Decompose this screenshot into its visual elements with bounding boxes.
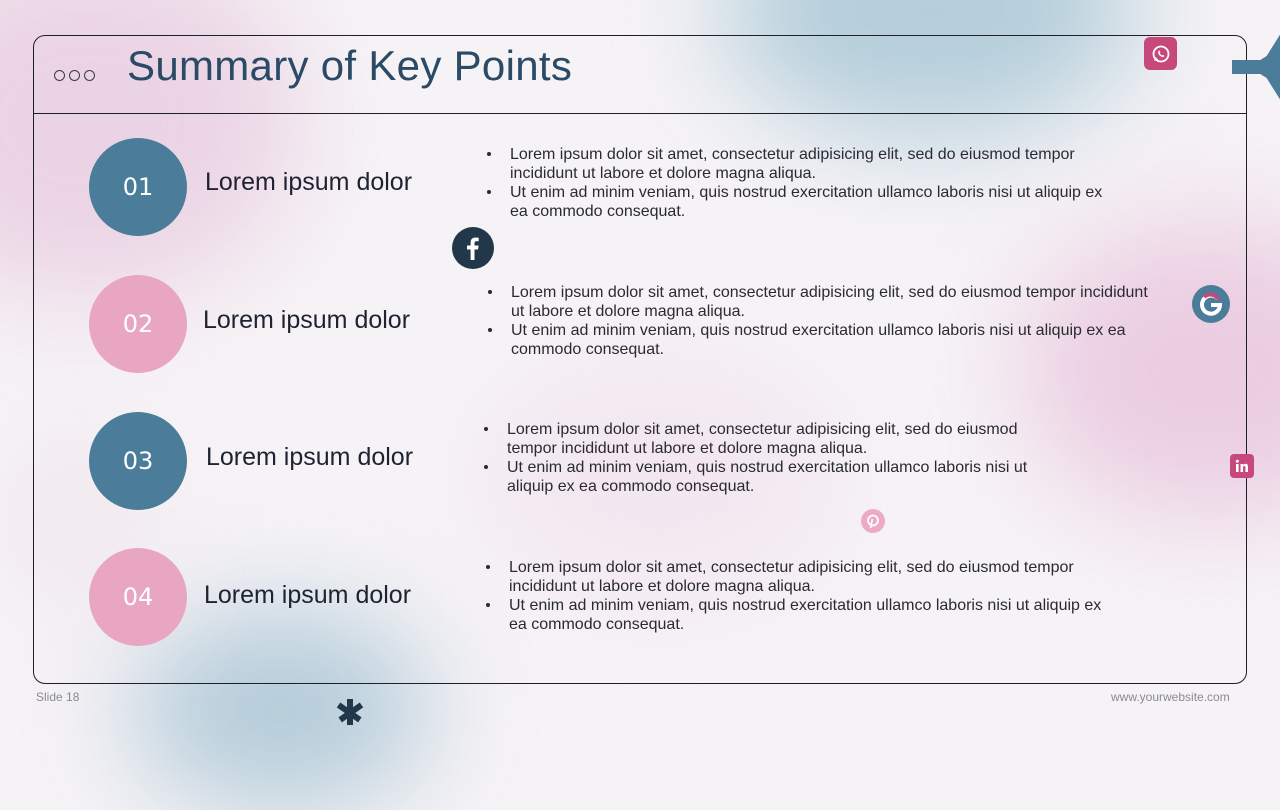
number-badge-04	[89, 548, 187, 646]
bullet-item: Ut enim ad minim veniam, quis nostrud exercitation ullamco laboris nisi ut aliquip ex ea commodo consequat.	[486, 321, 1152, 359]
bullet-list	[482, 420, 1052, 496]
facebook-icon[interactable]	[452, 227, 494, 269]
item-heading: Lorem ipsum dolor	[203, 306, 411, 334]
number-label: 02	[122, 310, 154, 338]
website-link[interactable]: www.yourwebsite.com	[1111, 690, 1230, 704]
bullet-item: Ut enim ad minim veniam, quis nostrud exercitation ullamco laboris nisi ut aliquip ex ea commodo consequat.	[482, 458, 1052, 496]
dot	[69, 70, 80, 81]
number-label: 03	[122, 447, 154, 475]
bullet-item: Lorem ipsum dolor sit amet, consectetur adipisicing elit, sed do eiusmod tempor incididunt ut labore et dolore magna aliqua.	[485, 145, 1105, 183]
bullet-item: Lorem ipsum dolor sit amet, consectetur adipisicing elit, sed do eiusmod tempor incididunt ut labore et dolore magna aliqua.	[484, 558, 1104, 596]
bullet-list	[485, 145, 1105, 221]
window-dots	[54, 70, 95, 81]
linkedin-icon[interactable]	[1230, 454, 1254, 478]
number-badge-03	[89, 412, 187, 510]
slide-number: Slide 18	[36, 690, 80, 704]
bullet-item: Lorem ipsum dolor sit amet, consectetur adipisicing elit, sed do eiusmod tempor incididunt ut labore et dolore magna aliqua.	[486, 283, 1152, 321]
number-badge-01	[89, 138, 187, 236]
bullet-list	[486, 283, 1152, 359]
pinterest-icon[interactable]	[861, 509, 885, 533]
bullet-item: Ut enim ad minim veniam, quis nostrud exercitation ullamco laboris nisi ut aliquip ex ea commodo consequat.	[485, 183, 1105, 221]
slide-title: Summary of Key Points	[127, 42, 573, 89]
number-label: 04	[122, 583, 154, 611]
dot	[54, 70, 65, 81]
asterisk-decoration-icon	[325, 695, 375, 725]
bullet-item: Lorem ipsum dolor sit amet, consectetur adipisicing elit, sed do eiusmod tempor incididunt ut labore et dolore magna aliqua.	[482, 420, 1052, 458]
whatsapp-icon[interactable]	[1144, 37, 1177, 70]
item-heading: Lorem ipsum dolor	[205, 168, 413, 196]
asterisk-decoration-icon	[1228, 22, 1280, 112]
bullet-list	[484, 558, 1104, 634]
dot	[84, 70, 95, 81]
google-icon[interactable]	[1192, 285, 1230, 323]
item-heading: Lorem ipsum dolor	[204, 581, 412, 609]
item-heading: Lorem ipsum dolor	[206, 443, 414, 471]
header-divider	[34, 113, 1246, 114]
number-badge-02	[89, 275, 187, 373]
bullet-item: Ut enim ad minim veniam, quis nostrud exercitation ullamco laboris nisi ut aliquip ex ea commodo consequat.	[484, 596, 1104, 634]
number-label: 01	[122, 173, 154, 201]
